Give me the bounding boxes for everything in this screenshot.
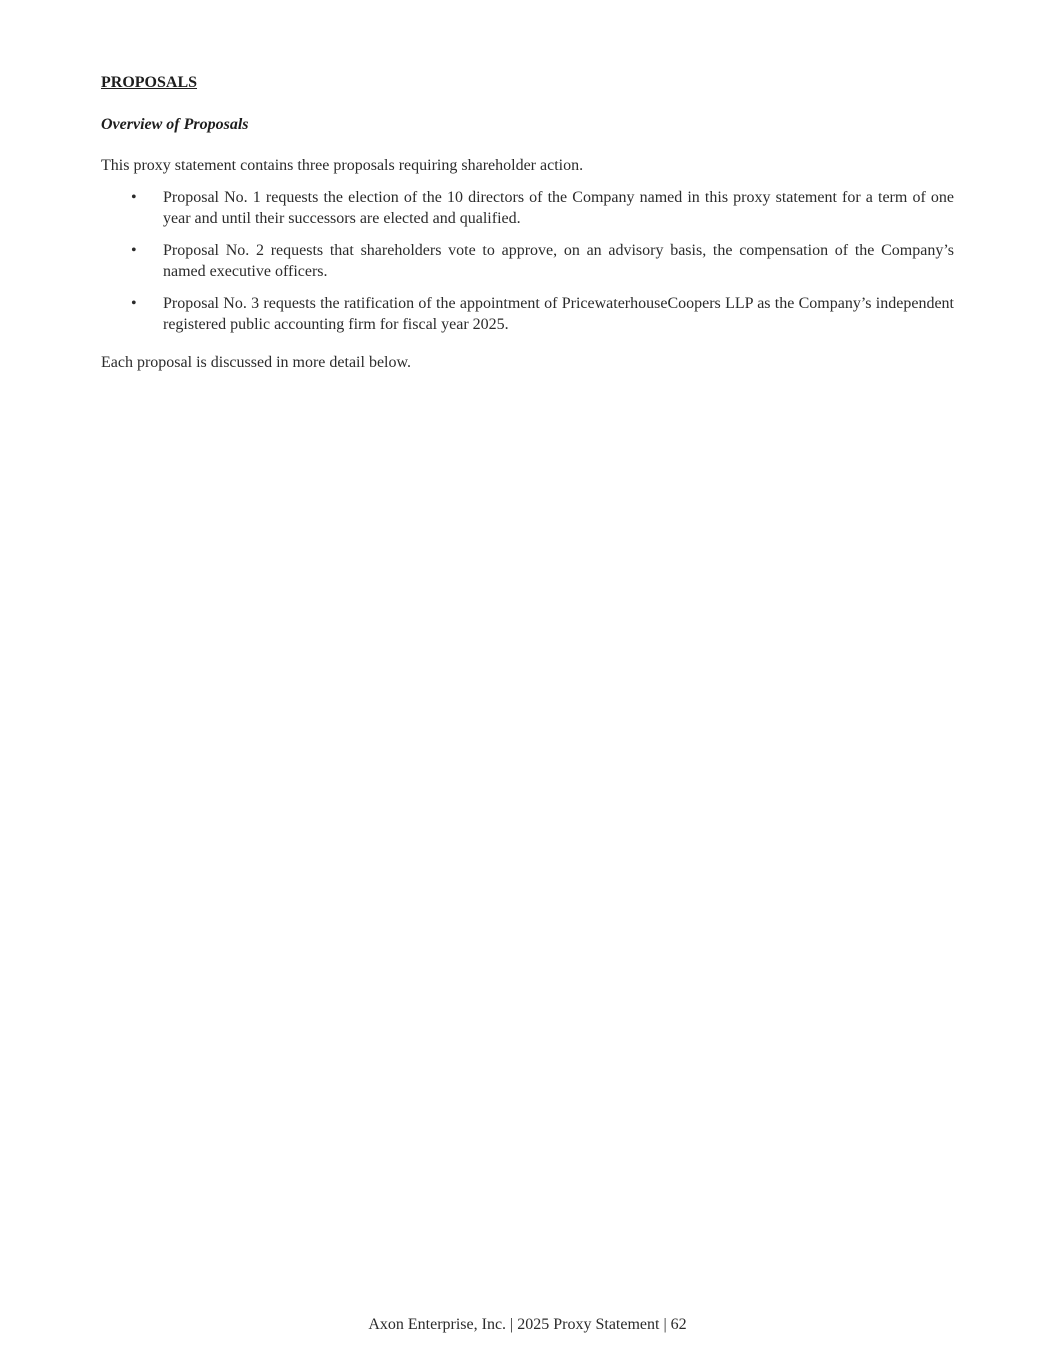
proposal-item-2 [101, 240, 954, 282]
proposal-text: Proposal No. 1 requests the election of the 10 directors of the Company named in this proxy statement for a term of one year and until their successors are elected and qualified. [163, 189, 954, 227]
closing-paragraph: Each proposal is discussed in more detail below. [101, 354, 411, 371]
proposal-item-3 [101, 293, 954, 335]
proposal-list [101, 187, 954, 346]
subsection-heading: Overview of Proposals [101, 116, 249, 133]
section-heading: PROPOSALS [101, 74, 198, 91]
bullet-icon: • [131, 295, 137, 312]
proposal-text: Proposal No. 2 requests that shareholders vote to approve, on an advisory basis, the compensation of the Company’s named executive officers. [163, 242, 954, 280]
intro-paragraph: This proxy statement contains three proposals requiring shareholder action. [101, 157, 584, 174]
bullet-icon: • [131, 189, 137, 206]
proposal-text: Proposal No. 3 requests the ratification of the appointment of PricewaterhouseCoopers LLP as the Company’s independent registered public accounting firm for fiscal year 2025. [163, 295, 954, 333]
bullet-icon: • [131, 242, 137, 259]
proposal-item-1 [101, 187, 954, 229]
page-footer: Axon Enterprise, Inc. | 2025 Proxy Statement | 62 [368, 1316, 687, 1333]
